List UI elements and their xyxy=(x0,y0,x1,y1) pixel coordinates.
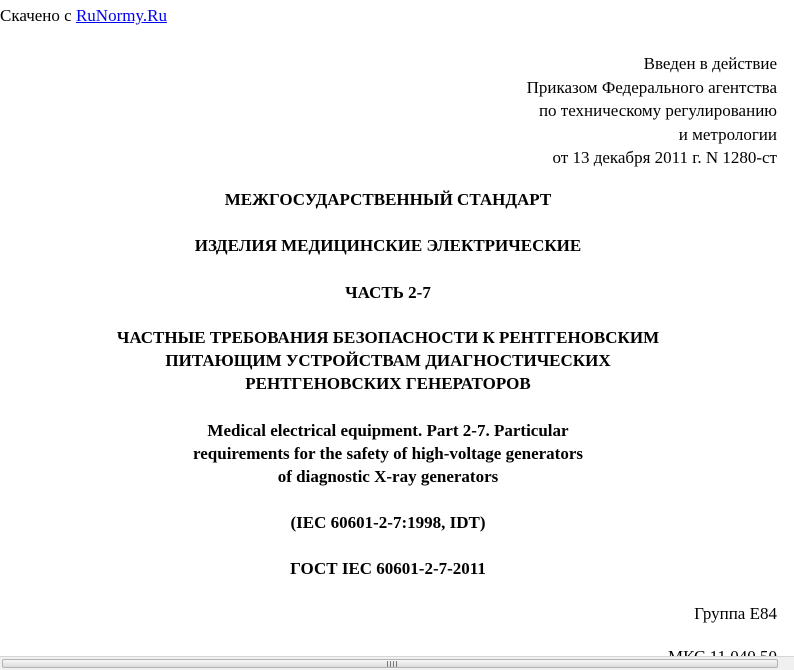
gost-designation-text: ГОСТ IEC 60601-2-7-2011 xyxy=(290,559,486,578)
title-en-line: requirements for the safety of high-voltage generators xyxy=(193,444,583,463)
standard-type-text: МЕЖГОСУДАРСТВЕННЫЙ СТАНДАРТ xyxy=(224,190,552,209)
gost-designation xyxy=(0,557,776,580)
title-en-line: of diagnostic X-ray generators xyxy=(277,467,499,486)
group-code: Группа Е84 xyxy=(694,604,777,623)
approval-line: Приказом Федерального агентства xyxy=(526,77,777,97)
title-part-text: ЧАСТЬ 2-7 xyxy=(345,283,431,302)
title-main xyxy=(0,234,776,257)
title-part xyxy=(0,281,776,304)
title-en xyxy=(0,419,776,488)
title-ru-line: РЕНТГЕНОВСКИХ ГЕНЕРАТОРОВ xyxy=(245,374,531,393)
title-ru-line: ЧАСТНЫЕ ТРЕБОВАНИЯ БЕЗОПАСНОСТИ К РЕНТГЕНОВСКИМ xyxy=(116,328,660,347)
title-en-line: Medical electrical equipment. Part 2-7. Particular xyxy=(207,421,569,440)
source-prefix: Скачено с xyxy=(0,6,72,25)
title-ru-line: ПИТАЮЩИМ УСТРОЙСТВАМ ДИАГНОСТИЧЕСКИХ xyxy=(165,351,611,370)
approval-line: по техническому регулированию xyxy=(538,101,777,120)
source-link[interactable]: RuNormy.Ru xyxy=(75,6,167,25)
iec-reference-text: (IEC 60601-2-7:1998, IDT) xyxy=(290,513,486,532)
approval-line: Введен в действие xyxy=(643,54,777,73)
standard-type xyxy=(0,188,776,211)
scrollbar-thumb[interactable] xyxy=(2,659,778,668)
iec-reference xyxy=(0,511,776,534)
source-line xyxy=(0,6,167,26)
grip-icon xyxy=(387,661,397,667)
approval-block xyxy=(527,52,777,170)
title-main-text: ИЗДЕЛИЯ МЕДИЦИНСКИЕ ЭЛЕКТРИЧЕСКИЕ xyxy=(194,236,582,255)
approval-line: от 13 декабря 2011 г. N 1280-ст xyxy=(552,148,777,167)
approval-line: и метрологии xyxy=(678,124,777,144)
horizontal-scrollbar[interactable] xyxy=(0,656,794,670)
title-ru xyxy=(0,326,776,395)
